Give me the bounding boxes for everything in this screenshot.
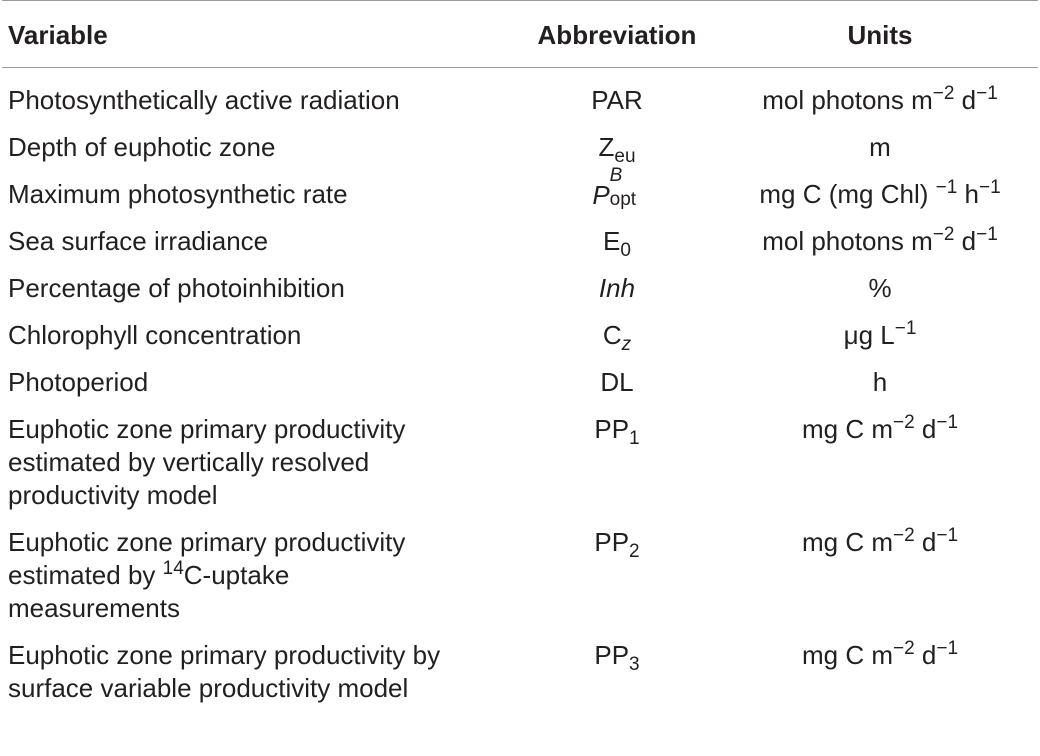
- units-cell: [722, 311, 1038, 358]
- units-exponent: −1: [894, 317, 917, 339]
- variable-cell: [2, 123, 512, 170]
- abbreviation-superscript: B: [609, 164, 623, 186]
- units-text: d: [914, 526, 937, 557]
- table-row: [2, 68, 1038, 123]
- units-text: mol photons m: [762, 225, 933, 256]
- units-text: mg C (mg Chl): [759, 178, 936, 209]
- variable-text: Chlorophyll concentration: [8, 319, 302, 350]
- units-exponent: −1: [936, 637, 959, 659]
- units-exponent: −2: [892, 411, 915, 433]
- table-row: [2, 264, 1038, 311]
- variable-cell: [2, 68, 512, 123]
- table-row: [2, 170, 1038, 217]
- abbreviation-cell: [512, 405, 722, 518]
- variable-text: Photoperiod: [8, 366, 149, 397]
- units-text: %: [868, 272, 892, 303]
- units-text: d: [954, 225, 977, 256]
- abbreviation-subscript: eu: [614, 145, 636, 167]
- table-row: [2, 311, 1038, 358]
- variable-text: Euphotic zone primary productivity: [8, 413, 406, 444]
- table-row: [2, 123, 1038, 170]
- units-cell: [722, 264, 1038, 311]
- variables-table: [2, 0, 1038, 711]
- variable-text: surface variable productivity model: [8, 672, 409, 703]
- abbreviation-text: Inh: [598, 272, 636, 303]
- table-row: [2, 518, 1038, 631]
- units-cell: [722, 217, 1038, 264]
- abbreviation-text: P: [592, 179, 610, 210]
- units-text: mg C m: [801, 413, 893, 444]
- abbreviation-cell: [512, 518, 722, 631]
- units-text: mg C m: [801, 639, 893, 670]
- abbreviation-text: DL: [600, 366, 634, 397]
- abbreviation-text: PAR: [591, 85, 643, 115]
- variable-text: Photosynthetically active radiation: [8, 85, 400, 115]
- abbreviation-text: Z: [598, 131, 615, 162]
- units-cell: [722, 405, 1038, 518]
- table-row: [2, 358, 1038, 405]
- abbreviation-text: E: [603, 225, 621, 256]
- table-header-row: [2, 1, 1038, 68]
- abbreviation-subscript: 2: [629, 540, 640, 562]
- abbreviation-script-stack: [609, 164, 642, 210]
- table-row: [2, 631, 1038, 711]
- variable-text: estimated by: [8, 559, 163, 590]
- abbreviation-subscript: 3: [629, 653, 640, 675]
- variable-text: productivity model: [8, 479, 218, 510]
- header-units: Units: [722, 1, 1038, 68]
- units-cell: [722, 170, 1038, 217]
- variable-cell: [2, 405, 512, 518]
- variable-text: Euphotic zone primary productivity by: [8, 639, 441, 670]
- units-cell: [722, 123, 1038, 170]
- units-exponent: −1: [976, 223, 998, 245]
- variable-superscript: 14: [162, 557, 184, 579]
- units-text: mol photons m: [762, 85, 933, 115]
- units-exponent: −1: [976, 83, 998, 104]
- abbreviation-subscript: 0: [620, 239, 631, 261]
- abbreviation-cell: [512, 311, 722, 358]
- units-exponent: −2: [932, 223, 955, 245]
- units-exponent: −1: [936, 411, 959, 433]
- variable-text: Maximum photosynthetic rate: [8, 178, 348, 209]
- abbreviation-text: C: [602, 319, 622, 350]
- abbreviation-text: PP: [594, 526, 630, 557]
- variable-text: Percentage of photoinhibition: [8, 272, 345, 303]
- variable-text: C-uptake: [183, 559, 290, 590]
- units-text: h: [872, 366, 888, 397]
- variable-cell: [2, 264, 512, 311]
- variable-cell: [2, 170, 512, 217]
- variable-cell: [2, 631, 512, 711]
- table-row: [2, 405, 1038, 518]
- abbreviation-cell: [512, 358, 722, 405]
- units-exponent: −2: [932, 83, 955, 104]
- variable-text: estimated by vertically resolved: [8, 446, 370, 477]
- units-cell: [722, 518, 1038, 631]
- abbreviation-subscript: 1: [629, 427, 640, 449]
- abbreviation-cell: [512, 164, 722, 217]
- units-exponent: −2: [892, 524, 915, 546]
- header-variable: Variable: [2, 1, 512, 68]
- abbreviation-text: PP: [594, 639, 630, 670]
- units-exponent: −1: [935, 176, 958, 198]
- units-cell: [722, 68, 1038, 123]
- variable-cell: [2, 358, 512, 405]
- abbreviation-subscript: opt: [609, 188, 637, 210]
- units-text: μg L: [843, 319, 895, 350]
- variable-text: Euphotic zone primary productivity: [8, 526, 406, 557]
- abbreviation-cell: [512, 123, 722, 170]
- variable-text: Sea surface irradiance: [8, 225, 269, 256]
- units-cell: [722, 631, 1038, 711]
- variable-cell: [2, 518, 512, 631]
- units-text: d: [954, 85, 977, 115]
- abbreviation-cell: [512, 217, 722, 264]
- units-exponent: −2: [892, 637, 915, 659]
- abbreviation-cell: [512, 68, 722, 123]
- abbreviation-text: PP: [594, 413, 630, 444]
- units-text: mg C m: [801, 526, 893, 557]
- units-text: d: [914, 413, 937, 444]
- variable-text: measurements: [8, 592, 180, 623]
- abbreviation-subscript: z: [621, 333, 632, 355]
- variable-cell: [2, 311, 512, 358]
- units-cell: [722, 358, 1038, 405]
- header-abbreviation: Abbreviation: [512, 1, 722, 68]
- table-row: [2, 217, 1038, 264]
- units-text: h: [957, 178, 979, 209]
- units-text: m: [869, 131, 891, 162]
- abbreviation-cell: [512, 264, 722, 311]
- units-exponent: −1: [978, 176, 1001, 198]
- variable-text: Depth of euphotic zone: [8, 131, 276, 162]
- units-text: d: [914, 639, 937, 670]
- variable-cell: [2, 217, 512, 264]
- units-exponent: −1: [936, 524, 959, 546]
- abbreviation-cell: [512, 631, 722, 711]
